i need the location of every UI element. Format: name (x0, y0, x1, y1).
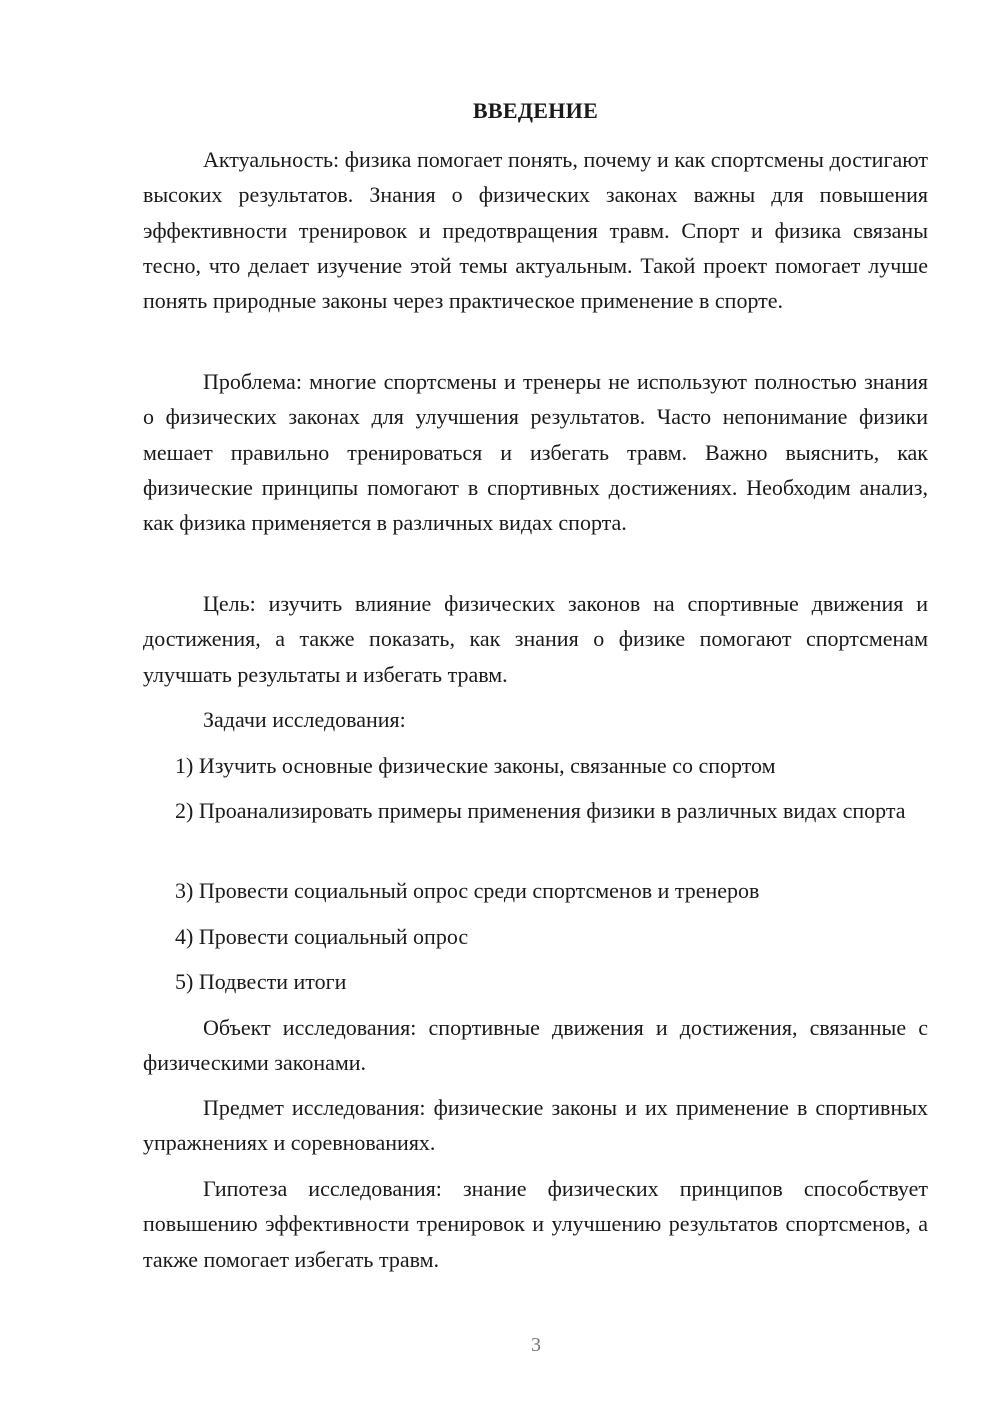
goal-paragraph: Цель: изучить влияние физических законов на спортивные движения и достижения, а также показать, как знания о физике помогают спортсменам улучшать результаты и избегать травм. (143, 591, 928, 687)
hypothesis-paragraph: Гипотеза исследования: знание физических принципов способствует повышению эффективности тренировок и улучшению результатов спортсменов, а также помогает избегать травм. (143, 1176, 928, 1272)
task-item-5: 5) Подвести итоги (175, 969, 347, 994)
subject-paragraph: Предмет исследования: физические законы и их применение в спортивных упражнениях и соревнованиях. (143, 1095, 928, 1156)
task-item-1: 1) Изучить основные физические законы, связанные со спортом (175, 753, 776, 778)
tasks-heading: Задачи исследования: (203, 707, 406, 732)
relevance-paragraph: Актуальность: физика помогает понять, почему и как спортсмены достигают высоких результатов. Знания о физических законах важны для повышения эффективности тренировок и предотвращения травм. Спорт и физика связаны тесно, что делает изучение этой темы актуальным. Такой проект помогает лучше понять природные законы через практическое применение в спорте. (143, 147, 928, 314)
task-item-3: 3) Провести социальный опрос среди спортсменов и тренеров (175, 878, 760, 903)
page-title: ВВЕДЕНИЕ (472, 98, 599, 123)
object-paragraph: Объект исследования: спортивные движения и достижения, связанные с физическими законами. (143, 1015, 928, 1076)
page-number: 3 (531, 1334, 541, 1356)
problem-paragraph: Проблема: многие спортсмены и тренеры не используют полностью знания о физических законах для улучшения результатов. Часто непонимание физики мешает правильно тренироваться и избегать травм. Важно выяснить, как физические принципы помогают в спортивных достижениях. Необходим анализ, как физика применяется в различных видах спорта. (143, 369, 928, 536)
task-item-4: 4) Провести социальный опрос (175, 924, 469, 949)
task-item-2: 2) Проанализировать примеры применения физики в различных видах спорта (175, 798, 906, 823)
